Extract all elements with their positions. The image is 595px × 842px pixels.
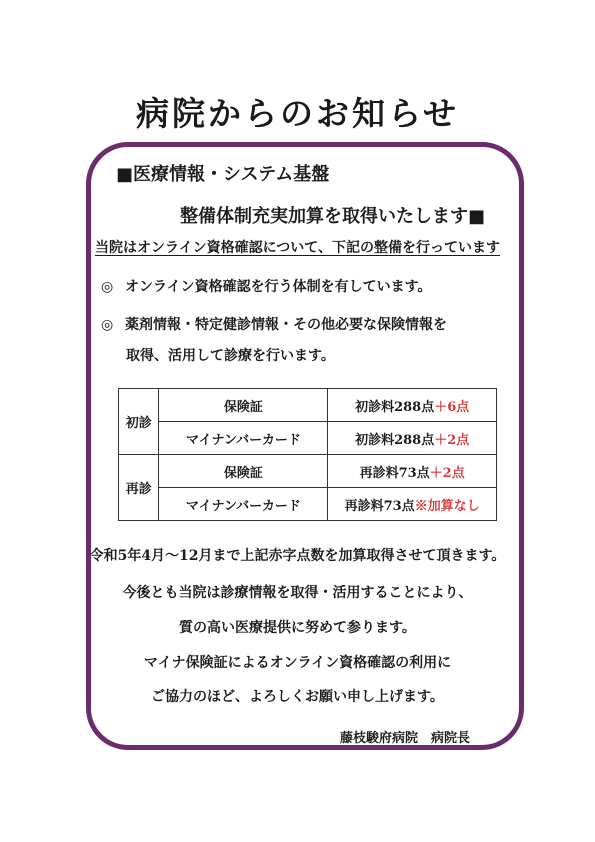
card-type-cell: 保険証 [159, 389, 328, 422]
double-circle-icon: ◎ [101, 317, 114, 333]
card-type-cell: 保険証 [159, 455, 328, 488]
intro-text-underlined: 当院はオンライン資格確認について、下記の整備を行っています [94, 240, 501, 256]
fee-cell [328, 455, 497, 488]
body-line-3: 質の高い医療提供に努めて参ります。 [179, 620, 416, 636]
table-row [119, 455, 497, 488]
table-row [119, 488, 497, 521]
table-row [119, 422, 497, 455]
visit-type-revisit: 再診 [119, 455, 159, 521]
fee-base: 再診料73点 [359, 465, 430, 481]
bullet-item-2-text: 薬剤情報・特定健診情報・その他必要な保険情報を [125, 317, 447, 333]
fee-base: 初診料288点 [355, 432, 435, 448]
double-circle-icon: ◎ [101, 279, 114, 295]
fee-cell [328, 389, 497, 422]
body-line-4: マイナ保険証によるオンライン資格確認の利用に [143, 655, 452, 671]
intro-text [0, 237, 595, 257]
fee-addon: ＋2点 [429, 465, 465, 481]
signature: 藤枝駿府病院 病院長 [340, 731, 471, 746]
visit-type-first: 初診 [119, 389, 159, 455]
body-line-5: ご協力のほど、よろしくお願い申し上げます。 [151, 689, 444, 705]
fee-addon: ※加算なし [414, 498, 480, 514]
heading-line-2: 整備体制充実加算を取得いたします■ [180, 206, 486, 227]
fee-base: 再診料73点 [344, 498, 415, 514]
body-line-1: 令和5年4月～12月まで上記赤字点数を加算取得させて頂きます。 [89, 548, 506, 564]
heading-line-1: ■医療情報・システム基盤 [116, 164, 330, 185]
card-type-cell: マイナンバーカード [159, 488, 328, 521]
table-row [119, 389, 497, 422]
bullet-item-2 [101, 314, 447, 334]
bullet-item-2-continued: 取得、活用して診療を行います。 [126, 348, 335, 364]
fee-cell [328, 422, 497, 455]
card-type-cell: マイナンバーカード [159, 422, 328, 455]
body-line-2: 今後とも当院は診療情報を取得・活用することにより、 [122, 585, 473, 601]
fee-table [118, 388, 497, 521]
fee-base: 初診料288点 [355, 399, 435, 415]
fee-addon: ＋2点 [434, 432, 470, 448]
bullet-item-1 [101, 276, 431, 296]
fee-cell [328, 488, 497, 521]
bullet-item-1-text: オンライン資格確認を行う体制を有しています。 [125, 279, 432, 295]
page-title: 病院からのお知らせ [135, 94, 459, 133]
fee-addon: ＋6点 [434, 399, 470, 415]
